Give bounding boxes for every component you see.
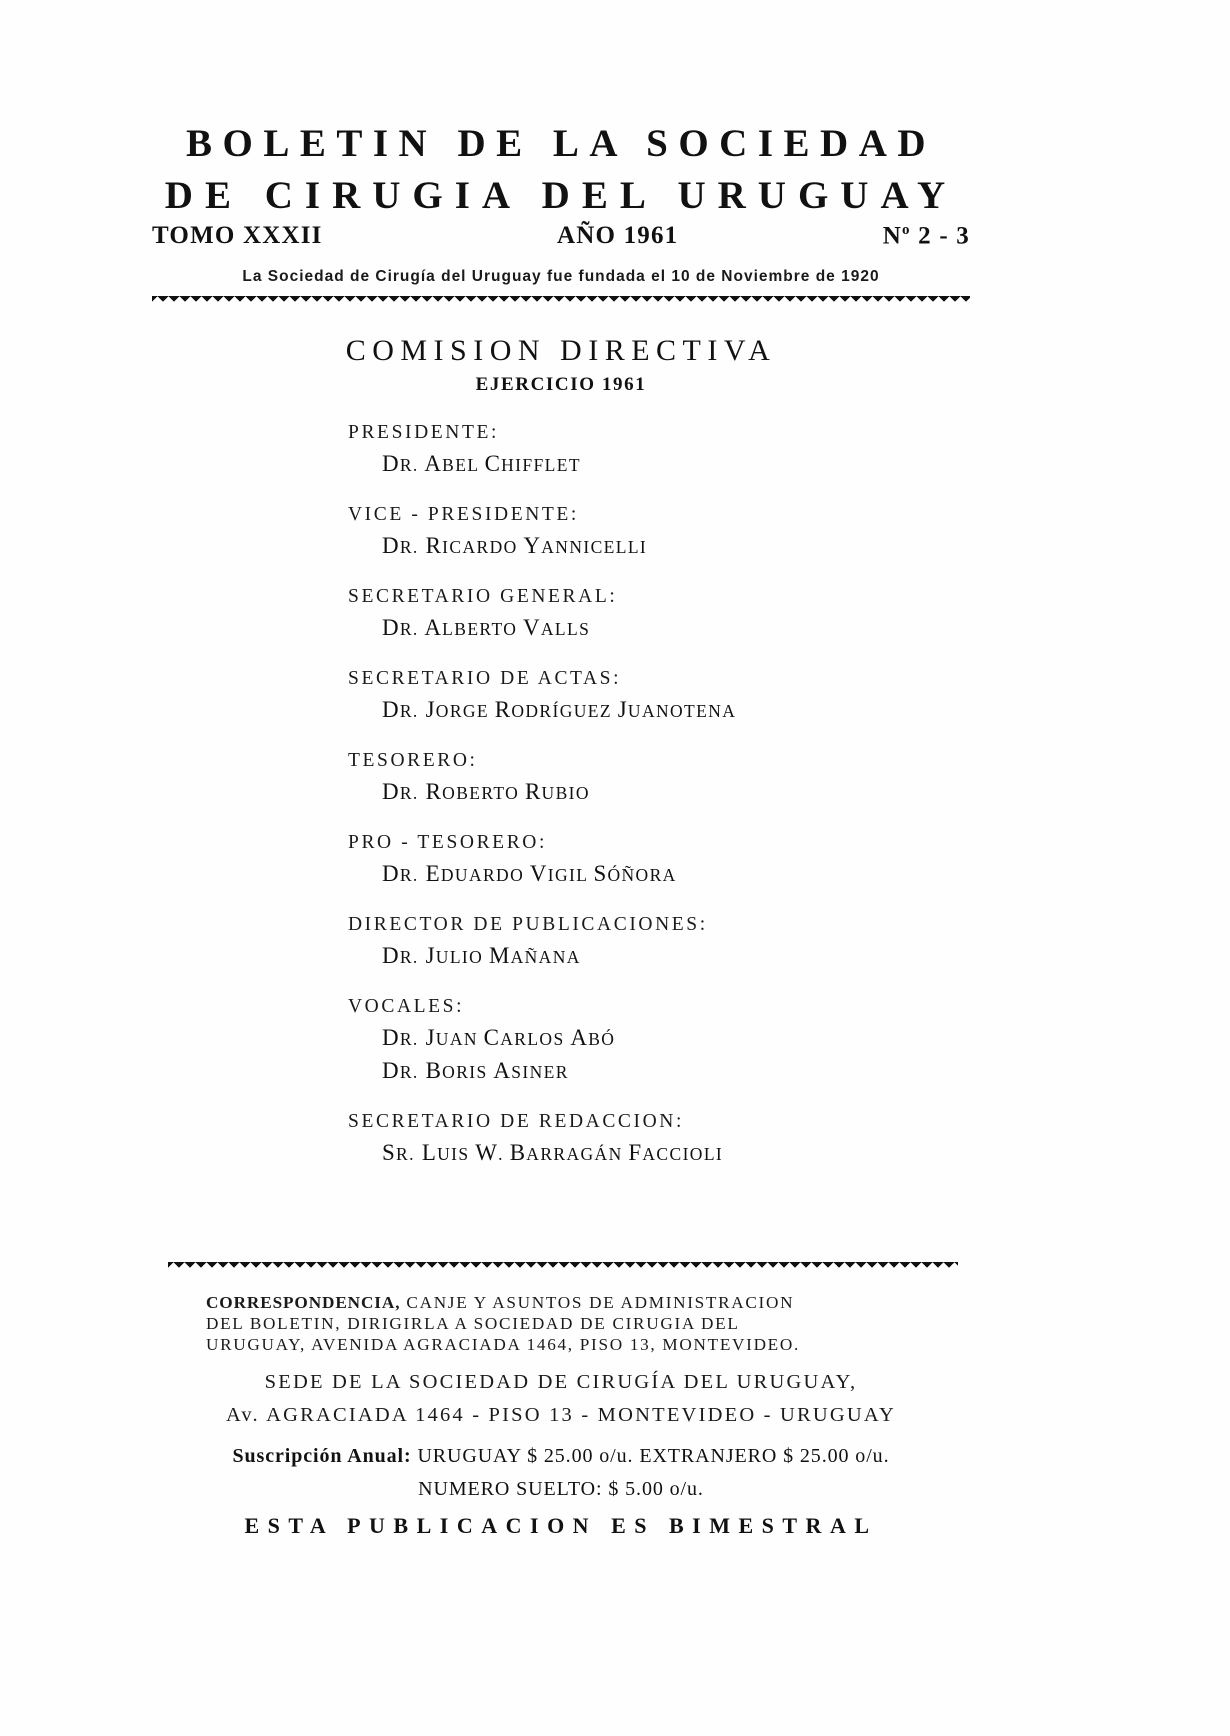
headquarters-line-1: SEDE DE LA SOCIEDAD DE CIRUGÍA DEL URUGUAY, bbox=[264, 1371, 858, 1393]
headquarters-block bbox=[152, 1366, 970, 1432]
commission-heading: COMISION DIRECTIVA bbox=[345, 334, 777, 367]
roster-entry bbox=[348, 500, 968, 563]
officer-name: DR. JULIO MAÑANA bbox=[382, 943, 581, 968]
subscription-block bbox=[152, 1440, 970, 1506]
roster-entry bbox=[348, 828, 968, 891]
subscription-annual-line bbox=[152, 1440, 970, 1473]
officer-role-label: SECRETARIO GENERAL: bbox=[348, 586, 618, 607]
officer-name: DR. ABEL CHIFFLET bbox=[382, 451, 581, 476]
officer-name: DR. BORIS ASINER bbox=[382, 1058, 569, 1083]
correspondence-lead-word: CORRESPONDENCIA, bbox=[206, 1293, 401, 1312]
officer-roster bbox=[348, 418, 968, 1170]
issue-number-label bbox=[883, 222, 970, 250]
roster-entry bbox=[348, 746, 968, 809]
roster-entry bbox=[348, 664, 968, 727]
subscription-prices: URUGUAY $ 25.00 o/u. EXTRANJERO $ 25.00 o/u. bbox=[411, 1445, 890, 1467]
officer-role-label: VOCALES: bbox=[348, 996, 465, 1017]
masthead bbox=[152, 118, 970, 222]
officer-name: DR. RICARDO YANNICELLI bbox=[382, 533, 648, 558]
officer-name: DR. ROBERTO RUBIO bbox=[382, 779, 590, 804]
officer-role-label: VICE - PRESIDENTE: bbox=[348, 504, 579, 525]
roster-entry bbox=[348, 992, 968, 1055]
founding-date-note: La Sociedad de Cirugía del Uruguay fue fundada el 10 de Noviembre de 1920 bbox=[242, 268, 880, 285]
roster-entry bbox=[348, 1055, 968, 1088]
officer-role-label: SECRETARIO DE ACTAS: bbox=[348, 668, 622, 689]
volume-label: TOMO XXXII bbox=[152, 222, 323, 250]
officer-role-label: DIRECTOR DE PUBLICACIONES: bbox=[348, 914, 708, 935]
officer-name: SR. LUIS W. BARRAGÁN FACCIOLI bbox=[382, 1140, 724, 1165]
subscription-label: Suscripción Anual: bbox=[232, 1445, 412, 1467]
issue-info-row bbox=[152, 222, 970, 250]
roster-entry bbox=[348, 418, 968, 481]
journal-title-line-1: BOLETIN DE LA SOCIEDAD bbox=[185, 122, 937, 165]
commission-term-subheading: EJERCICIO 1961 bbox=[475, 374, 647, 395]
decorative-sawtooth-divider-top bbox=[152, 296, 970, 309]
correspondence-line-3: URUGUAY, AVENIDA AGRACIADA 1464, PISO 13, MONTEVIDEO. bbox=[206, 1335, 800, 1354]
officer-name: DR. EDUARDO VIGIL SÓÑORA bbox=[382, 861, 677, 886]
correspondence-line-1 bbox=[206, 1292, 926, 1313]
year-label: AÑO 1961 bbox=[556, 222, 679, 250]
journal-title-line-2: DE CIRUGIA DEL URUGUAY bbox=[164, 174, 958, 217]
headquarters-line-2: Av. AGRACIADA 1464 - PISO 13 - MONTEVIDEO - URUGUAY bbox=[225, 1404, 897, 1426]
officer-name: DR. JUAN CARLOS ABÓ bbox=[382, 1025, 616, 1050]
roster-entry bbox=[348, 1107, 968, 1170]
issue-number-prefix: N bbox=[882, 222, 903, 250]
decorative-sawtooth-divider-bottom bbox=[168, 1262, 958, 1275]
roster-entry bbox=[348, 582, 968, 645]
issue-number-ordinal: o bbox=[902, 222, 911, 238]
officer-role-label: SECRETARIO DE REDACCION: bbox=[348, 1111, 685, 1132]
officer-name: DR. JORGE RODRÍGUEZ JUANOTENA bbox=[382, 697, 737, 722]
correspondence-line-2: DEL BOLETIN, DIRIGIRLA A SOCIEDAD DE CIRUGIA DEL bbox=[206, 1314, 740, 1333]
officer-role-label: TESORERO: bbox=[348, 750, 478, 771]
officer-role-label: PRO - TESORERO: bbox=[348, 832, 547, 853]
publication-frequency-note: ESTA PUBLICACION ES BIMESTRAL bbox=[244, 1513, 878, 1538]
officer-name: DR. ALBERTO VALLS bbox=[382, 615, 591, 640]
issue-number-value: 2 - 3 bbox=[910, 222, 970, 250]
single-issue-price: NUMERO SUELTO: $ 5.00 o/u. bbox=[418, 1478, 704, 1500]
roster-entry bbox=[348, 910, 968, 973]
correspondence-line-1-rest: CANJE Y ASUNTOS DE ADMINISTRACION bbox=[400, 1293, 795, 1312]
correspondence-block bbox=[206, 1292, 926, 1355]
officer-role-label: PRESIDENTE: bbox=[348, 422, 500, 443]
